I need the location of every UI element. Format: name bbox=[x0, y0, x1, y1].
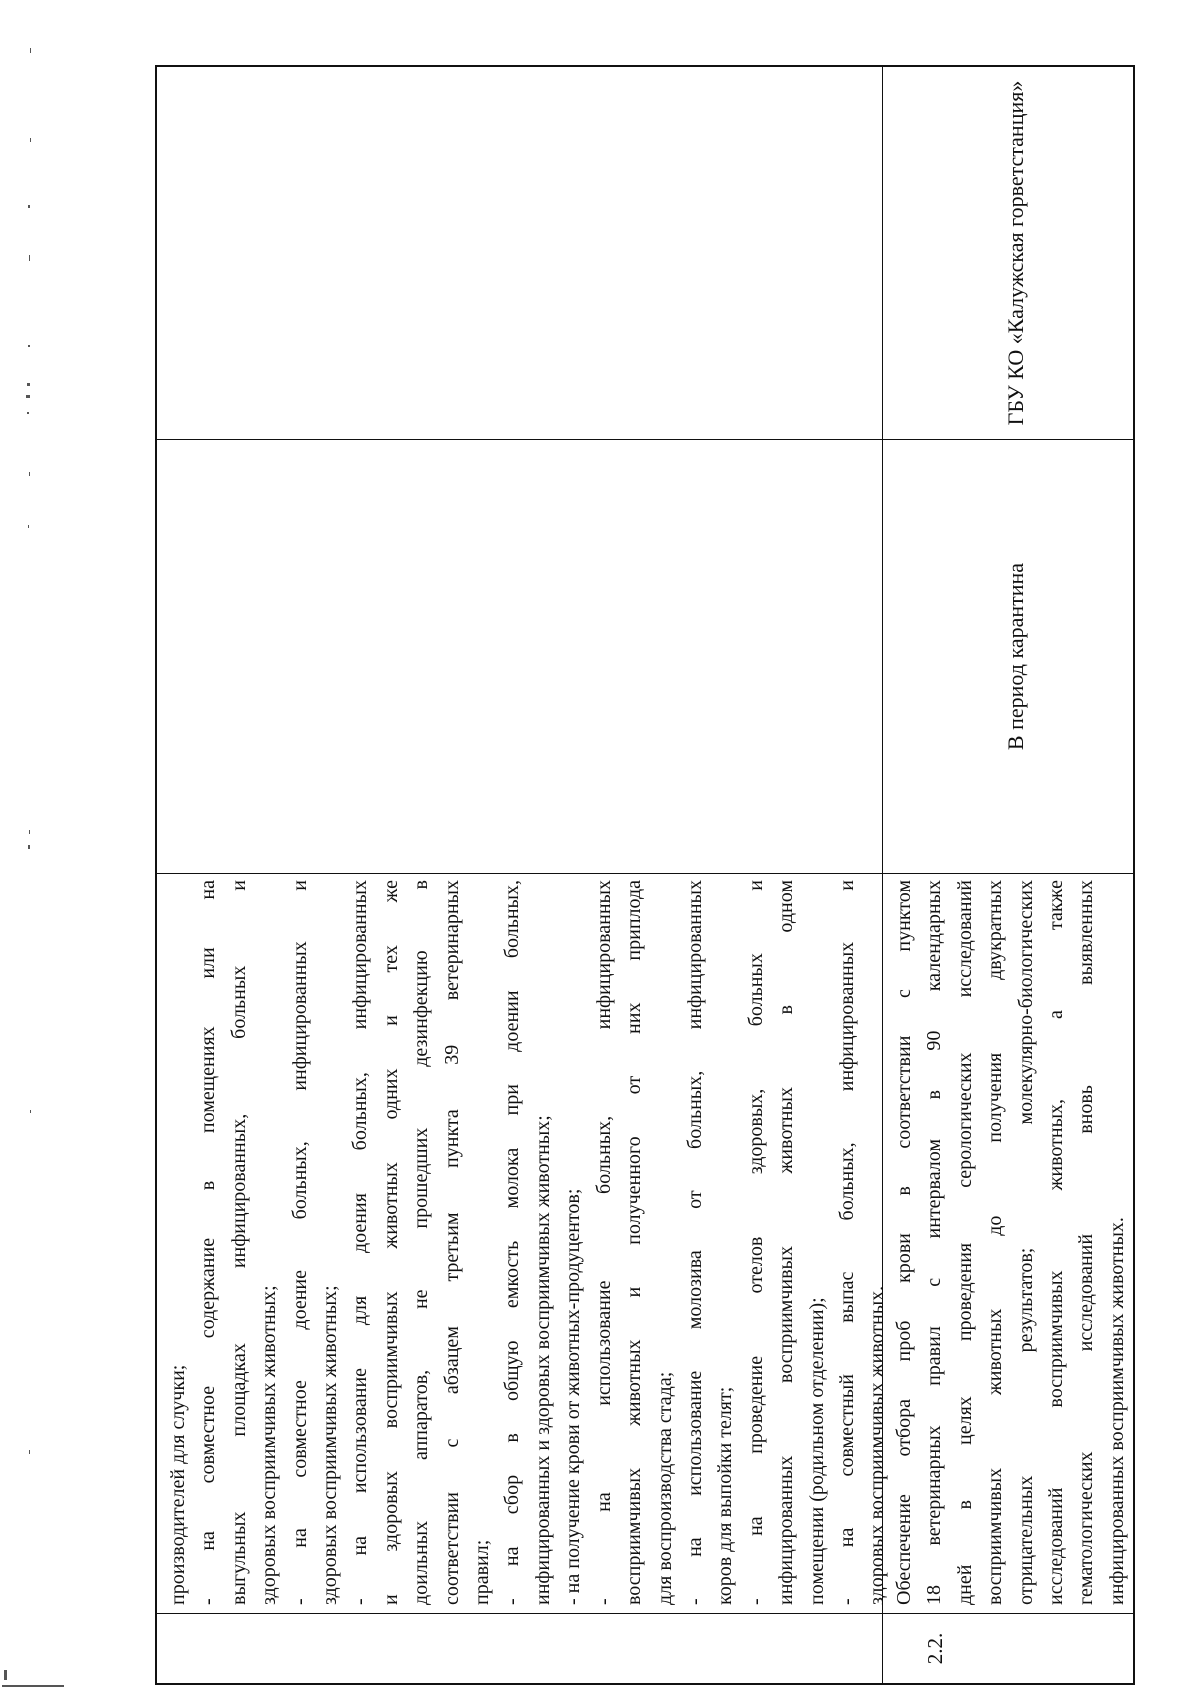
text-line: - на использование больных, инфицированных bbox=[592, 880, 615, 1605]
text-line: помещении (родильном отделении); bbox=[805, 1297, 828, 1605]
text-line: соответствии с абзацем третьим пункта 39 ветеринарных bbox=[440, 880, 463, 1605]
text-line: - на сбор в общую емкость молока при доении больных, bbox=[501, 880, 524, 1605]
text-line: гематологических исследований вновь выявленных bbox=[1075, 880, 1098, 1605]
cell-responsible bbox=[157, 67, 882, 439]
cell-term bbox=[157, 439, 882, 873]
cell-term bbox=[883, 439, 1133, 873]
text-line: инфицированных восприимчивых животных в одном bbox=[775, 880, 798, 1605]
text-line: - на совместное доение больных, инфицированных и bbox=[288, 880, 311, 1605]
responsible-text: ГБУ КО «Калужская горветстанция» bbox=[1003, 80, 1028, 426]
text-line: выгульных площадках инфицированных, больных и bbox=[227, 880, 250, 1605]
item-number: 2.2. bbox=[923, 1632, 947, 1665]
text-line: - на использование молозива от больных, инфицированных bbox=[683, 880, 706, 1605]
text-line: правил; bbox=[471, 1539, 494, 1605]
text-line: здоровых восприимчивых животных; bbox=[319, 1285, 342, 1605]
text-line: - на получение крови от животных-продуцентов; bbox=[562, 1188, 585, 1605]
text-line: инфицированных и здоровых восприимчивых животных; bbox=[531, 1115, 554, 1605]
cell-measure-text bbox=[157, 873, 889, 1613]
text-line: Обеспечение отбора проб крови в соответствии с пунктом bbox=[893, 880, 915, 1605]
cell-measure-text bbox=[883, 873, 1133, 1613]
cell-responsible bbox=[883, 67, 1133, 439]
text-line: восприимчивых животных до получения двукратных bbox=[984, 880, 1007, 1605]
table-row-continuation bbox=[157, 67, 889, 1683]
text-line: - на совместное содержание в помещениях или на bbox=[197, 880, 220, 1605]
text-line: - на проведение отелов здоровых, больных и bbox=[744, 880, 767, 1605]
measures-table bbox=[155, 65, 1135, 1685]
text-line: инфицированных восприимчивых животных. bbox=[1105, 1217, 1128, 1605]
text-line: для воспроизводства стада; bbox=[653, 1371, 676, 1605]
text-line: восприимчивых животных и полученного от них приплода bbox=[623, 880, 646, 1605]
text-line: и здоровых восприимчивых животных одних и тех же bbox=[379, 880, 402, 1605]
text-line: производителей для случки; bbox=[167, 1364, 189, 1605]
text-line: коров для выпойки телят; bbox=[714, 1386, 737, 1605]
table-row-2-2 bbox=[883, 67, 1133, 1683]
text-line: здоровых восприимчивых животных; bbox=[258, 1285, 281, 1605]
measure-text bbox=[883, 874, 1132, 1613]
cell-item-number bbox=[883, 1613, 1133, 1683]
text-line: здоровых восприимчивых животных. bbox=[866, 1285, 889, 1605]
text-line: - на совместный выпас больных, инфицированных и bbox=[835, 880, 858, 1605]
cell-item-number bbox=[157, 1613, 882, 1683]
text-line: 18 ветеринарных правил с интервалом в 90 календарных bbox=[923, 880, 946, 1605]
text-line: - на использование для доения больных, инфицированных bbox=[349, 880, 372, 1605]
measure-text bbox=[157, 874, 893, 1613]
text-line: отрицательных результатов; молекулярно-биологических bbox=[1014, 880, 1037, 1605]
text-line: исследований восприимчивых животных, а также bbox=[1045, 880, 1068, 1605]
text-line: дней в целях проведения серологических исследований bbox=[953, 880, 976, 1605]
text-line: доильных аппаратов, не прошедших дезинфекцию в bbox=[410, 880, 433, 1605]
term-text: В период карантина bbox=[1003, 562, 1028, 751]
